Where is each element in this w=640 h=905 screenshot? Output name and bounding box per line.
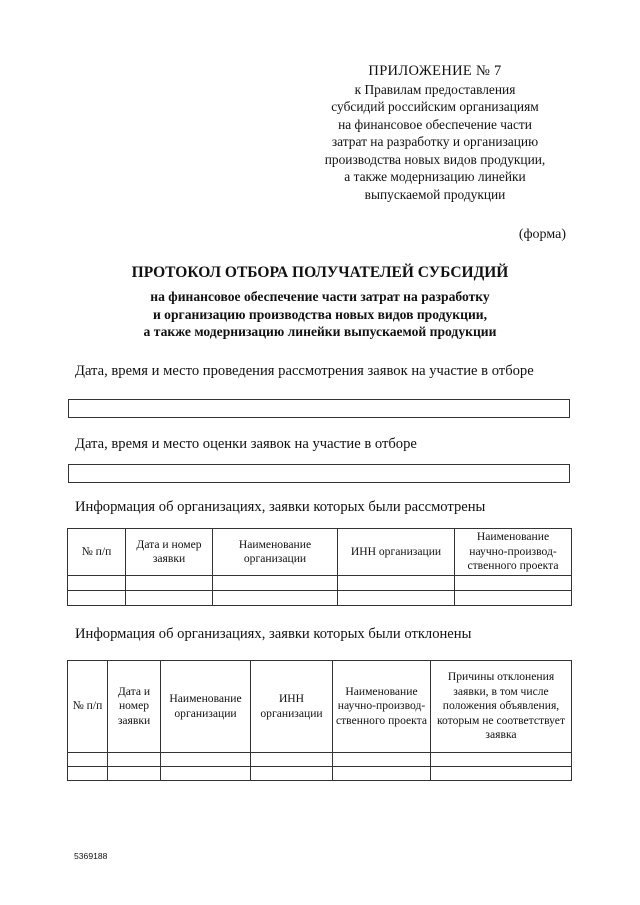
table-cell[interactable]: [431, 753, 572, 767]
table-cell[interactable]: [161, 767, 251, 781]
column-header: № п/п: [68, 529, 126, 576]
column-header: Наименование научно-производ-ственного проекта: [333, 661, 431, 753]
table-cell[interactable]: [333, 753, 431, 767]
appendix-block: [300, 63, 570, 203]
table-cell[interactable]: [68, 753, 108, 767]
column-header: № п/п: [68, 661, 108, 753]
table-cell[interactable]: [338, 591, 455, 606]
table-cell[interactable]: [68, 591, 126, 606]
table-cell[interactable]: [251, 753, 333, 767]
table-header-row: [68, 661, 572, 753]
document-title: ПРОТОКОЛ ОТБОРА ПОЛУЧАТЕЛЕЙ СУБСИДИЙ: [131, 264, 509, 281]
table-row: [68, 591, 572, 606]
appendix-line: субсидий российским организациям: [331, 99, 539, 114]
column-header: Наименование научно-производ-ственного проекта: [455, 529, 572, 576]
table-cell[interactable]: [455, 591, 572, 606]
review-date-field[interactable]: [68, 399, 570, 418]
column-header: ИНН организации: [338, 529, 455, 576]
document-subtitle: [0, 288, 640, 341]
appendix-line: к Правилам предоставления: [354, 81, 516, 97]
table-cell[interactable]: [431, 767, 572, 781]
evaluation-date-field[interactable]: [68, 464, 570, 483]
appendix-line: на финансовое обеспечение части: [338, 116, 532, 132]
appendix-line: производства новых видов продукции,: [324, 151, 546, 167]
appendix-line: затрат на разработку и организацию: [331, 134, 539, 149]
table-cell[interactable]: [126, 591, 213, 606]
table-cell[interactable]: [108, 753, 161, 767]
evaluation-date-label: Дата, время и место оценки заявок на участие в отборе: [75, 436, 417, 452]
column-header: Дата и номер заявки: [126, 529, 213, 576]
column-header: Наименование организации: [213, 529, 338, 576]
column-header: ИНН организации: [251, 661, 333, 753]
appendix-heading: ПРИЛОЖЕНИЕ № 7: [368, 63, 502, 79]
table-row: [68, 753, 572, 767]
subtitle-line: а также модернизацию линейки выпускаемой продукции: [143, 324, 497, 339]
column-header: Причины отклонения заявки, в том числе положения объявления, которым не соответствует заявка: [431, 661, 572, 753]
table-cell[interactable]: [108, 767, 161, 781]
subtitle-line: на финансовое обеспечение части затрат на разработку: [150, 289, 490, 304]
table-cell[interactable]: [333, 767, 431, 781]
table-header-row: [68, 529, 572, 576]
table-cell[interactable]: [126, 576, 213, 591]
table-cell[interactable]: [455, 576, 572, 591]
document-code: 5369188: [74, 851, 108, 861]
column-header: Дата и номер заявки: [108, 661, 161, 753]
review-date-label: Дата, время и место проведения рассмотрения заявок на участие в отборе: [75, 363, 534, 379]
subtitle-line: и организацию производства новых видов продукции,: [152, 306, 488, 322]
table-cell[interactable]: [161, 753, 251, 767]
column-header: Наименование организации: [161, 661, 251, 753]
table-cell[interactable]: [251, 767, 333, 781]
table-cell[interactable]: [68, 576, 126, 591]
table-cell[interactable]: [213, 576, 338, 591]
table-row: [68, 576, 572, 591]
table-cell[interactable]: [68, 767, 108, 781]
rejected-table-caption: Информация об организациях, заявки которых были отклонены: [75, 626, 472, 642]
table-cell[interactable]: [213, 591, 338, 606]
form-label: (форма): [518, 227, 566, 242]
rejected-organizations-table: [67, 660, 572, 781]
table-row: [68, 767, 572, 781]
appendix-line: выпускаемой продукции: [364, 186, 506, 202]
table-cell[interactable]: [338, 576, 455, 591]
appendix-line: а также модернизацию линейки: [344, 169, 526, 184]
reviewed-organizations-table: [67, 528, 572, 606]
reviewed-table-caption: Информация об организациях, заявки которых были рассмотрены: [75, 499, 486, 515]
